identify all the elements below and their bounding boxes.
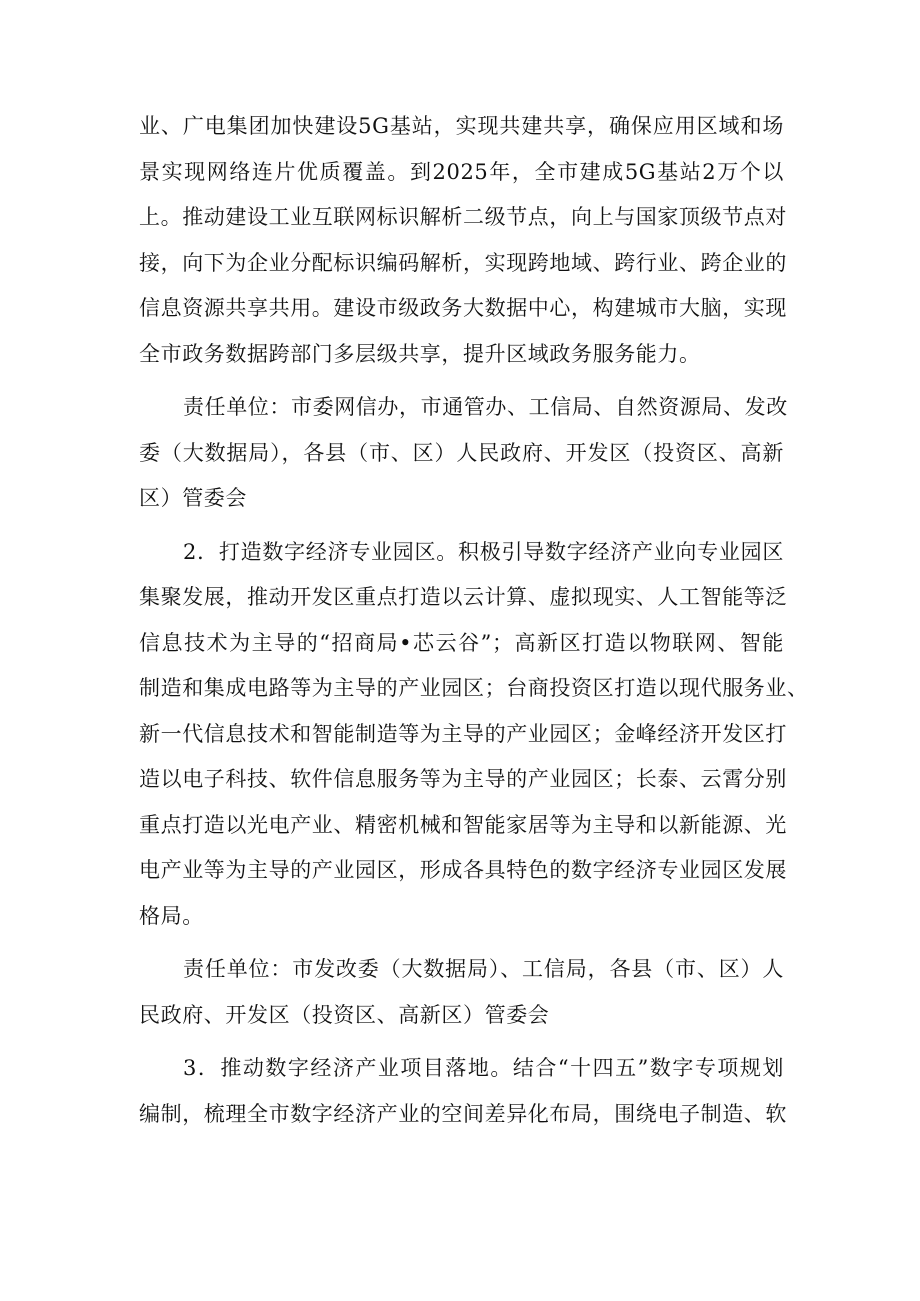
text-line: 信息技术为主导的“招商局•芯云谷”；高新区打造以物联网、智能 <box>139 630 784 655</box>
paragraph-responsible-units-1 <box>139 385 788 522</box>
text-line: 造以电子科技、软件信息服务等为主导的产业园区；长泰、云霄分别 <box>139 767 787 791</box>
text-line: 接，向下为企业分配标识编码解析，实现跨地域、跨行业、跨企业的 <box>139 250 787 275</box>
text-line: 区）管委会 <box>139 486 247 510</box>
text-line: 责任单位：市发改委（大数据局）、工信局，各县（市、区）人 <box>183 957 784 981</box>
text-line: 格局。 <box>139 903 204 928</box>
document-page <box>139 104 809 1137</box>
text-line: 电产业等为主导的产业园区，形成各具特色的数字经济专业园区发展 <box>139 858 787 882</box>
text-line: 全市政务数据跨部门多层级共享，提升区域政务服务能力。 <box>139 341 701 366</box>
text-line: 2．打造数字经济专业园区。积极引导数字经济产业向专业园区 <box>183 539 784 564</box>
text-line: 编制，梳理全市数字经济产业的空间差异化布局，围绕电子制造、软 <box>139 1101 787 1126</box>
text-line: 集聚发展，推动开发区重点打造以云计算、虚拟现实、人工智能等泛 <box>139 585 787 609</box>
text-line: 委（大数据局），各县（市、区）人民政府、开发区（投资区、高新 <box>139 440 784 465</box>
text-line: 重点打造以光电产业、精密机械和智能家居等为主导和以新能源、光 <box>139 812 787 837</box>
text-line: 3．推动数字经济产业项目落地。结合“十四五”数字专项规划 <box>183 1056 784 1080</box>
text-line: 信息资源共享共用。建设市级政务大数据中心，构建城市大脑，实现 <box>139 296 787 320</box>
text-line: 新一代信息技术和智能制造等为主导的产业园区；金峰经济开发区打 <box>139 721 787 746</box>
paragraph-digital-economy-parks <box>139 530 809 940</box>
paragraph-project-implementation <box>139 1046 787 1137</box>
text-line: 责任单位：市委网信办，市通管办、工信局、自然资源局、发改 <box>183 395 788 419</box>
text-line: 业、广电集团加快建设5G基站，实现共建共享，确保应用区域和场 <box>139 114 784 138</box>
paragraph-responsible-units-2 <box>139 947 784 1038</box>
text-line: 民政府、开发区（投资区、高新区）管委会 <box>139 1002 550 1027</box>
paragraph-5g-infrastructure <box>139 104 787 377</box>
text-line: 制造和集成电路等为主导的产业园区；台商投资区打造以现代服务业、 <box>139 676 809 700</box>
text-line: 上。推动建设工业互联网标识解析二级节点，向上与国家顶级节点对 <box>139 205 787 229</box>
text-line: 景实现网络连片优质覆盖。到2025年，全市建成5G基站2万个以 <box>139 159 784 184</box>
